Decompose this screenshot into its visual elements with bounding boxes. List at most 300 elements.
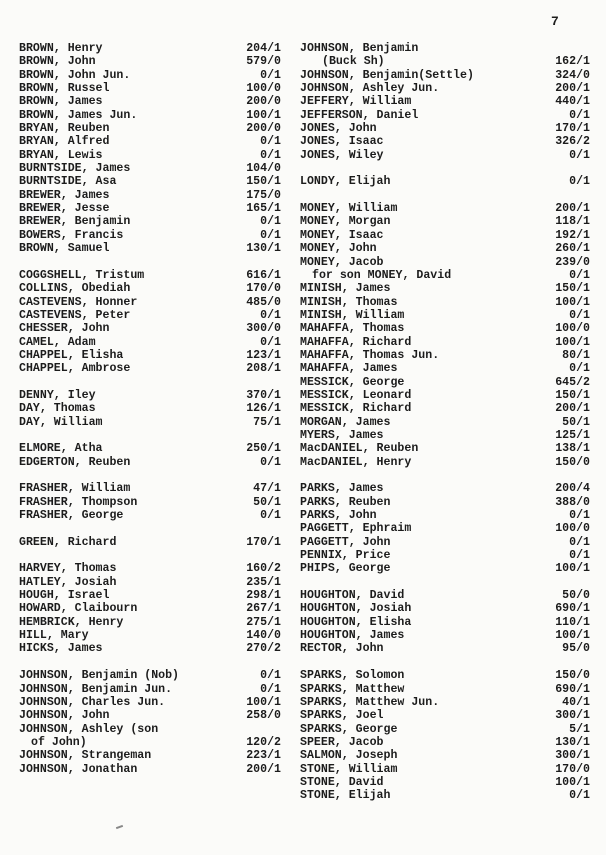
entry-value: 200/1: [246, 762, 281, 776]
stray-pen-mark: [116, 825, 123, 829]
entry-value: 0/1: [260, 308, 281, 322]
entry-value: 0/1: [569, 108, 590, 122]
entry-name: FRASHER, George: [19, 509, 124, 523]
ledger-entry: [19, 55, 281, 68]
ledger-entry: [300, 82, 590, 95]
entry-name: BRYAN, Reuben: [19, 122, 110, 136]
entry-name: SPARKS, Joel: [300, 709, 384, 723]
ledger-entry: [19, 629, 281, 642]
entry-name: COGGSHELL, Tristum: [19, 268, 145, 282]
entry-name: BROWN, Samuel: [19, 242, 110, 256]
entry-name: CHAPPEL, Elisha: [19, 348, 124, 362]
ledger-entry: [300, 389, 590, 402]
entry-name: for son MONEY, David: [312, 268, 452, 282]
entry-value: 192/1: [555, 228, 590, 242]
entry-name: JONES, John: [300, 122, 377, 136]
entry-value: 80/1: [562, 348, 590, 362]
ledger-entry: [19, 709, 281, 722]
ledger-entry: [300, 602, 590, 615]
entry-name: JOHNSON, Benjamin (Nob): [19, 669, 180, 683]
entry-value: 123/1: [246, 348, 281, 362]
entry-value: 75/1: [253, 415, 281, 429]
entry-name: JEFFERY, William: [300, 95, 412, 109]
entry-name: FRASHER, Thompson: [19, 495, 138, 509]
entry-name: BURNTSIDE, Asa: [19, 175, 117, 189]
entry-value: 0/1: [569, 308, 590, 322]
entry-value: 370/1: [246, 388, 281, 402]
ledger-entry: [19, 456, 281, 469]
entry-name: JOHNSON, Jonathan: [19, 762, 138, 776]
ledger-entry: [300, 696, 590, 709]
ledger-entry: [19, 749, 281, 762]
entry-name: PHIPS, George: [300, 562, 391, 576]
entry-value: 150/0: [555, 669, 590, 683]
entry-value: 275/1: [246, 615, 281, 629]
entry-name: MINISH, James: [300, 282, 391, 296]
entry-value: 298/1: [246, 589, 281, 603]
entry-value: 388/0: [555, 495, 590, 509]
ledger-entry: [19, 763, 281, 776]
entry-name: HOUGH, Israel: [19, 589, 110, 603]
ledger-entry: [300, 376, 590, 389]
ledger-entry: [19, 496, 281, 509]
entry-value: 100/0: [246, 82, 281, 96]
ledger-entry: [19, 269, 281, 282]
entry-value: 0/1: [260, 228, 281, 242]
ledger-entry: [19, 669, 281, 682]
entry-name: BROWN, John Jun.: [19, 68, 131, 82]
entry-name: BROWN, Henry: [19, 42, 103, 55]
entry-name: MESSICK, Richard: [300, 402, 412, 416]
entry-value: 0/1: [569, 148, 590, 162]
ledger-entry: [300, 95, 590, 108]
ledger-entry: [19, 309, 281, 322]
ledger-entry: [300, 42, 590, 55]
ledger-entry: [19, 109, 281, 122]
entry-value: 223/1: [246, 749, 281, 763]
ledger-entry: [19, 509, 281, 522]
ledger-entry: [300, 282, 590, 295]
ledger-entry: [300, 456, 590, 469]
entry-value: 0/1: [260, 215, 281, 229]
entry-value: 150/1: [555, 388, 590, 402]
entry-name: MONEY, Isaac: [300, 228, 384, 242]
entry-value: 616/1: [246, 268, 281, 282]
ledger-entry: [19, 336, 281, 349]
ledger-entry: [19, 589, 281, 602]
section-gap: [19, 376, 281, 389]
entry-name: MINISH, Thomas: [300, 295, 398, 309]
ledger-entry: [300, 322, 590, 335]
entry-name: CAMEL, Adam: [19, 335, 96, 349]
ledger-entry: [19, 322, 281, 335]
section-gap: [300, 469, 590, 482]
entry-name: of John): [31, 735, 87, 749]
entry-value: 579/0: [246, 55, 281, 69]
ledger-entry: [19, 562, 281, 575]
entry-name: DAY, Thomas: [19, 402, 96, 416]
ledger-entry: [300, 549, 590, 562]
entry-name: HOUGHTON, David: [300, 589, 405, 603]
ledger-entry: [19, 536, 281, 549]
entry-value: 95/0: [562, 642, 590, 656]
entry-value: 258/0: [246, 709, 281, 723]
ledger-entry: [300, 776, 590, 789]
entry-name: MONEY, John: [300, 242, 377, 256]
entry-value: 100/0: [555, 522, 590, 536]
entry-value: 100/1: [555, 629, 590, 643]
ledger-entry: [300, 109, 590, 122]
entry-name: JEFFERSON, Daniel: [300, 108, 419, 122]
entry-name: MAHAFFA, Thomas Jun.: [300, 348, 440, 362]
ledger-entry: [19, 442, 281, 455]
section-gap: [300, 576, 590, 589]
entry-name: STONE, Elijah: [300, 789, 391, 803]
ledger-entry: [300, 509, 590, 522]
entry-value: 100/1: [246, 695, 281, 709]
entry-name: JOHNSON, Ashley (son: [19, 722, 159, 736]
section-gap: [19, 256, 281, 269]
ledger-entry: [19, 175, 281, 188]
entry-value: 200/1: [555, 202, 590, 216]
entry-name: JOHNSON, Benjamin Jun.: [19, 682, 173, 696]
ledger-entry: [300, 642, 590, 655]
entry-name: HEMBRICK, Henry: [19, 615, 124, 629]
entry-name: PENNIX, Price: [300, 549, 391, 563]
entry-name: MAHAFFA, Richard: [300, 335, 412, 349]
entry-value: 50/1: [562, 415, 590, 429]
entry-value: 0/1: [569, 175, 590, 189]
entry-value: 162/1: [555, 55, 590, 69]
page-number: 7: [551, 14, 559, 29]
ledger-entry: [19, 95, 281, 108]
entry-value: 170/0: [555, 762, 590, 776]
entry-value: 0/1: [260, 135, 281, 149]
entry-value: 0/1: [569, 535, 590, 549]
entry-name: BOWERS, Francis: [19, 228, 124, 242]
ledger-entry: [300, 269, 590, 282]
entry-name: JOHNSON, John: [19, 709, 110, 723]
entry-name: BREWER, James: [19, 188, 110, 202]
entry-name: JOHNSON, Strangeman: [19, 749, 152, 763]
right-column-list: [300, 42, 590, 803]
section-gap: [19, 429, 281, 442]
entry-value: 0/1: [260, 669, 281, 683]
ledger-entry: [300, 763, 590, 776]
entry-value: 170/0: [246, 282, 281, 296]
entry-name: MESSICK, Leonard: [300, 388, 412, 402]
ledger-entry: [19, 135, 281, 148]
ledger-entry: [300, 309, 590, 322]
ledger-entry: [300, 362, 590, 375]
ledger-entry: [19, 416, 281, 429]
ledger-entry: [19, 82, 281, 95]
ledger-entry: [300, 202, 590, 215]
entry-value: 0/1: [569, 549, 590, 563]
entry-name: BREWER, Jesse: [19, 202, 110, 216]
entry-value: 267/1: [246, 602, 281, 616]
entry-name: STONE, William: [300, 762, 398, 776]
ledger-entry: [19, 616, 281, 629]
entry-name: JONES, Wiley: [300, 148, 384, 162]
ledger-entry: [300, 215, 590, 228]
section-gap: [300, 162, 590, 175]
entry-name: PAGGETT, John: [300, 535, 391, 549]
entry-value: 50/0: [562, 589, 590, 603]
ledger-entry: [300, 256, 590, 269]
entry-name: MORGAN, James: [300, 415, 391, 429]
ledger-entry: [19, 576, 281, 589]
ledger-entry: [19, 349, 281, 362]
ledger-entry: [300, 496, 590, 509]
entry-name: BROWN, John: [19, 55, 96, 69]
ledger-entry: [19, 42, 281, 55]
entry-name: SPARKS, Matthew Jun.: [300, 695, 440, 709]
entry-name: MacDANIEL, Reuben: [300, 442, 419, 456]
entry-name: PAGGETT, Ephraim: [300, 522, 412, 536]
entry-value: 120/2: [246, 735, 281, 749]
entry-name: BROWN, James: [19, 95, 103, 109]
ledger-entry: [300, 723, 590, 736]
entry-value: 690/1: [555, 602, 590, 616]
entry-name: DAY, William: [19, 415, 103, 429]
entry-value: 138/1: [555, 442, 590, 456]
entry-name: SPARKS, Solomon: [300, 669, 405, 683]
entry-name: SPARKS, George: [300, 722, 398, 736]
entry-value: 100/1: [246, 108, 281, 122]
entry-value: 140/0: [246, 629, 281, 643]
entry-name: RECTOR, John: [300, 642, 384, 656]
ledger-entry: [300, 709, 590, 722]
entry-value: 0/1: [260, 509, 281, 523]
entry-name: SPARKS, Matthew: [300, 682, 405, 696]
ledger-entry: [19, 189, 281, 202]
ledger-entry: [19, 362, 281, 375]
entry-value: 200/0: [246, 95, 281, 109]
entry-name: PARKS, James: [300, 482, 384, 496]
section-gap: [300, 189, 590, 202]
ledger-entry: [300, 402, 590, 415]
ledger-entry: [300, 749, 590, 762]
entry-name: MONEY, Morgan: [300, 215, 391, 229]
entry-name: HARVEY, Thomas: [19, 562, 117, 576]
entry-name: SALMON, Joseph: [300, 749, 398, 763]
entry-name: HILL, Mary: [19, 629, 89, 643]
entry-value: 160/2: [246, 562, 281, 576]
entry-name: CHAPPEL, Ambrose: [19, 362, 131, 376]
ledger-entry: [19, 696, 281, 709]
ledger-entry: [19, 202, 281, 215]
ledger-entry: [300, 562, 590, 575]
entry-value: 440/1: [555, 95, 590, 109]
entry-value: 104/0: [246, 162, 281, 176]
ledger-entry: [300, 416, 590, 429]
entry-value: 0/1: [260, 682, 281, 696]
ledger-entry: [300, 522, 590, 535]
entry-value: 0/1: [569, 509, 590, 523]
entry-value: 100/1: [555, 295, 590, 309]
entry-value: 125/1: [555, 428, 590, 442]
ledger-entry: [19, 122, 281, 135]
ledger-entry: [300, 736, 590, 749]
entry-name: SPEER, Jacob: [300, 735, 384, 749]
entry-name: ELMORE, Atha: [19, 442, 103, 456]
ledger-entry: [300, 135, 590, 148]
ledger-entry: [300, 629, 590, 642]
ledger-entry: [19, 149, 281, 162]
entry-name: HOUGHTON, Josiah: [300, 602, 412, 616]
ledger-entry: [300, 336, 590, 349]
entry-value: 5/1: [569, 722, 590, 736]
entry-value: 175/0: [246, 188, 281, 202]
entry-value: 165/1: [246, 202, 281, 216]
entry-value: 130/1: [555, 735, 590, 749]
entry-value: 118/1: [555, 215, 590, 229]
ledger-entry: [300, 175, 590, 188]
entry-value: 0/1: [260, 455, 281, 469]
entry-value: 126/1: [246, 402, 281, 416]
entry-name: MYERS, James: [300, 428, 384, 442]
entry-name: HOWARD, Claibourn: [19, 602, 138, 616]
section-gap: [19, 549, 281, 562]
entry-name: CASTEVENS, Honner: [19, 295, 138, 309]
ledger-entry: [19, 296, 281, 309]
entry-name: MONEY, William: [300, 202, 398, 216]
entry-value: 324/0: [555, 68, 590, 82]
ledger-entry: [19, 642, 281, 655]
entry-value: 0/1: [569, 362, 590, 376]
entry-name: CHESSER, John: [19, 322, 110, 336]
ledger-entry: [19, 736, 281, 749]
entry-name: EDGERTON, Reuben: [19, 455, 131, 469]
entry-name: MINISH, William: [300, 308, 405, 322]
entry-name: MESSICK, George: [300, 375, 405, 389]
entry-value: 300/1: [555, 709, 590, 723]
entry-name: BRYAN, Alfred: [19, 135, 110, 149]
entry-value: 170/1: [555, 122, 590, 136]
entry-value: 0/1: [569, 789, 590, 803]
ledger-entry: [300, 429, 590, 442]
entry-name: JOHNSON, Charles Jun.: [19, 695, 166, 709]
entry-name: JOHNSON, Benjamin(Settle): [300, 68, 474, 82]
ledger-entry: [300, 242, 590, 255]
entry-value: 0/1: [569, 268, 590, 282]
entry-value: 326/2: [555, 135, 590, 149]
entry-name: (Buck Sh): [322, 55, 385, 69]
entry-value: 200/4: [555, 482, 590, 496]
entry-name: JOHNSON, Benjamin: [300, 42, 419, 55]
ledger-entry: [300, 69, 590, 82]
ledger-entry: [300, 669, 590, 682]
ledger-entry: [19, 162, 281, 175]
ledger-entry: [19, 683, 281, 696]
section-gap: [300, 656, 590, 669]
ledger-entry: [19, 602, 281, 615]
ledger-entry: [300, 229, 590, 242]
entry-name: STONE, David: [300, 775, 384, 789]
entry-name: PARKS, John: [300, 509, 377, 523]
entry-name: COLLINS, Obediah: [19, 282, 131, 296]
ledger-entry: [300, 536, 590, 549]
entry-name: JOHNSON, Ashley Jun.: [300, 82, 440, 96]
entry-value: 270/2: [246, 642, 281, 656]
entry-value: 47/1: [253, 482, 281, 496]
entry-name: BROWN, Russel: [19, 82, 110, 96]
entry-value: 100/1: [555, 775, 590, 789]
ledger-entry: [19, 402, 281, 415]
entry-name: BREWER, Benjamin: [19, 215, 131, 229]
entry-value: 235/1: [246, 575, 281, 589]
entry-name: HOUGHTON, Elisha: [300, 615, 412, 629]
ledger-entry: [300, 589, 590, 602]
entry-name: HATLEY, Josiah: [19, 575, 117, 589]
ledger-entry: [300, 442, 590, 455]
entry-value: 300/0: [246, 322, 281, 336]
entry-name: BRYAN, Lewis: [19, 148, 103, 162]
entry-name: JONES, Isaac: [300, 135, 384, 149]
entry-name: HICKS, James: [19, 642, 103, 656]
entry-value: 150/1: [555, 282, 590, 296]
ledger-entry: [300, 296, 590, 309]
entry-name: FRASHER, William: [19, 482, 131, 496]
ledger-entry: [300, 122, 590, 135]
entry-value: 170/1: [246, 535, 281, 549]
entry-name: LONDY, Elijah: [300, 175, 391, 189]
ledger-entry: [19, 389, 281, 402]
ledger-entry: [300, 482, 590, 495]
entry-value: 100/0: [555, 322, 590, 336]
entry-value: 250/1: [246, 442, 281, 456]
entry-name: BURNTSIDE, James: [19, 162, 131, 176]
entry-value: 40/1: [562, 695, 590, 709]
ledger-entry: [300, 616, 590, 629]
section-gap: [19, 656, 281, 669]
entry-value: 100/1: [555, 335, 590, 349]
entry-name: GREEN, Richard: [19, 535, 117, 549]
entry-name: MONEY, Jacob: [300, 255, 384, 269]
entry-value: 645/2: [555, 375, 590, 389]
entry-value: 208/1: [246, 362, 281, 376]
entry-value: 200/0: [246, 122, 281, 136]
ledger-entry: [300, 149, 590, 162]
ledger-entry: [19, 229, 281, 242]
ledger-entry: [19, 215, 281, 228]
entry-value: 204/1: [246, 42, 281, 55]
entry-value: 0/1: [260, 335, 281, 349]
entry-name: MAHAFFA, James: [300, 362, 398, 376]
entry-name: BROWN, James Jun.: [19, 108, 138, 122]
section-gap: [19, 522, 281, 535]
entry-value: 150/0: [555, 455, 590, 469]
left-column-list: [19, 42, 281, 776]
entry-value: 239/0: [555, 255, 590, 269]
ledger-entry: [300, 789, 590, 802]
entry-value: 100/1: [555, 562, 590, 576]
entry-value: 200/1: [555, 402, 590, 416]
entry-name: MacDANIEL, Henry: [300, 455, 412, 469]
ledger-entry: [300, 349, 590, 362]
section-gap: [19, 469, 281, 482]
entry-value: 260/1: [555, 242, 590, 256]
ledger-entry: [300, 55, 590, 68]
ledger-entry: [19, 282, 281, 295]
ledger-entry: [19, 482, 281, 495]
entry-value: 110/1: [555, 615, 590, 629]
entry-name: PARKS, Reuben: [300, 495, 391, 509]
entry-value: 300/1: [555, 749, 590, 763]
entry-value: 0/1: [260, 148, 281, 162]
entry-name: CASTEVENS, Peter: [19, 308, 131, 322]
